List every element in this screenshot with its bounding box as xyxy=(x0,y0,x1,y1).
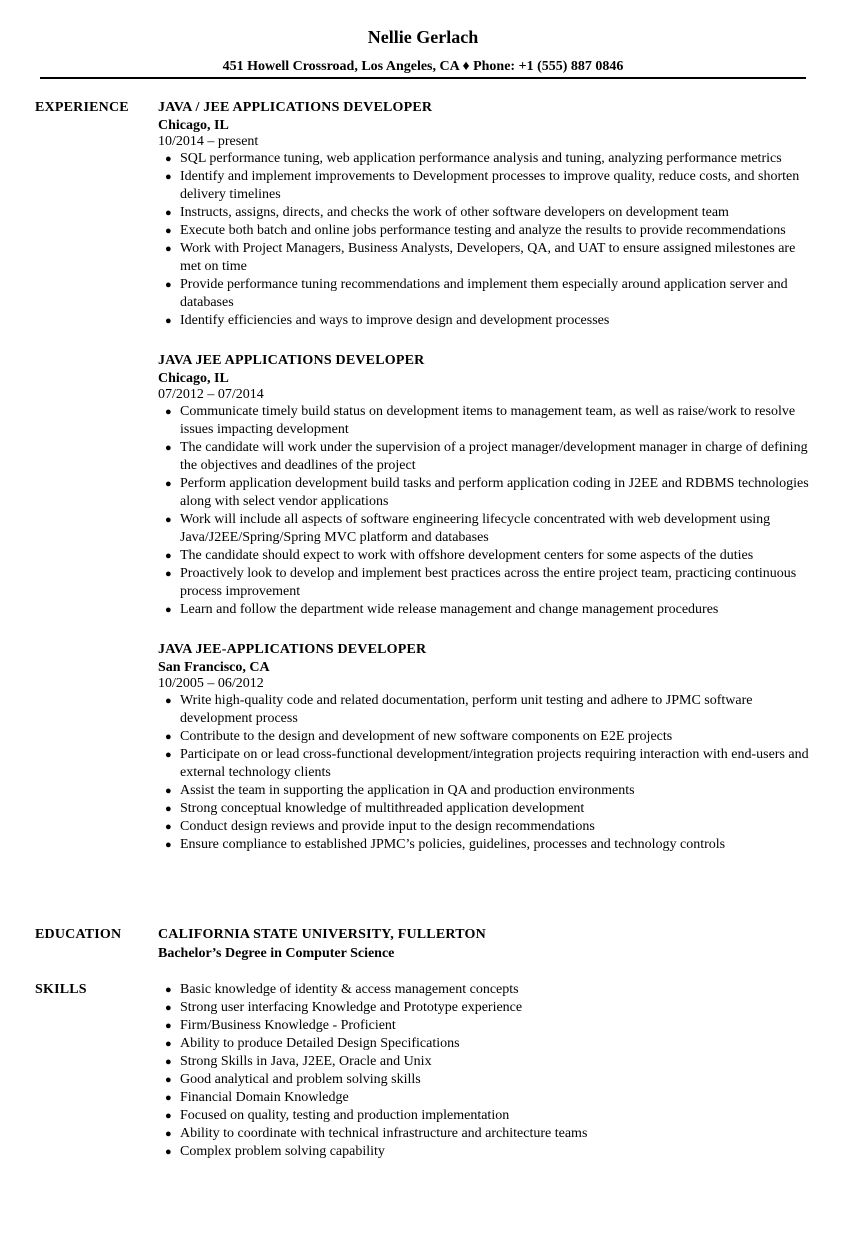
bullet-text: Participate on or lead cross-functional development/integration projects requiring interaction with end-users and external technology clients xyxy=(180,747,809,780)
bullet-icon: ● xyxy=(165,821,172,833)
skill-text: Focused on quality, testing and production implementation xyxy=(180,1108,510,1123)
bullet-icon: ● xyxy=(165,315,172,327)
section-title-experience: EXPERIENCE xyxy=(35,100,129,115)
bullet-icon: ● xyxy=(165,1038,172,1050)
bullet-icon: ● xyxy=(165,1020,172,1032)
list-item xyxy=(158,782,818,800)
list-item xyxy=(158,981,818,999)
bullet-text: Perform application development build tasks and perform application coding in J2EE and RDBMS technologies along with select vendor applications xyxy=(180,476,809,509)
bullet-icon: ● xyxy=(165,839,172,851)
skills-list xyxy=(158,981,818,1161)
list-item xyxy=(158,1143,818,1161)
bullet-text: Proactively look to develop and implement best practices across the entire project team, practicing continuous process improvement xyxy=(180,566,797,599)
bullet-icon: ● xyxy=(165,406,172,418)
list-item xyxy=(158,999,818,1017)
section-title-skills: SKILLS xyxy=(35,982,87,997)
bullet-icon: ● xyxy=(165,1092,172,1104)
skill-text: Strong Skills in Java, J2EE, Oracle and Unix xyxy=(180,1054,432,1069)
list-item xyxy=(158,511,818,547)
bullet-text: Learn and follow the department wide release management and change management procedures xyxy=(180,602,719,617)
bullet-text: The candidate should expect to work with offshore development centers for some aspects of the duties xyxy=(180,548,754,563)
bullet-icon: ● xyxy=(165,1074,172,1086)
bullet-text: Provide performance tuning recommendations and implement them especially around application server and databases xyxy=(180,277,788,310)
bullet-icon: ● xyxy=(165,604,172,616)
bullet-text: Contribute to the design and development of new software components on E2E projects xyxy=(180,729,673,744)
bullet-icon: ● xyxy=(165,243,172,255)
bullet-icon: ● xyxy=(165,803,172,815)
list-item xyxy=(158,1107,818,1125)
bullet-icon: ● xyxy=(165,1146,172,1158)
job-entry xyxy=(158,641,818,854)
candidate-name: Nellie Gerlach xyxy=(367,27,479,47)
section-title-education: EDUCATION xyxy=(35,927,122,942)
list-item xyxy=(158,1125,818,1143)
bullet-icon: ● xyxy=(165,279,172,291)
bullet-text: Work will include all aspects of software engineering lifecycle concentrated with web development using Java/J2EE/Spring/Spring MVC platform and databases xyxy=(180,512,771,545)
bullet-text: SQL performance tuning, web application performance analysis and tuning, analyzing performance metrics xyxy=(180,151,782,166)
bullet-icon: ● xyxy=(165,1056,172,1068)
bullet-icon: ● xyxy=(165,442,172,454)
list-item xyxy=(158,1089,818,1107)
bullet-icon: ● xyxy=(165,1128,172,1140)
bullet-text: Assist the team in supporting the application in QA and production environments xyxy=(180,783,635,798)
job-location: Chicago, IL xyxy=(158,371,229,386)
list-item xyxy=(158,204,818,222)
contact-line: 451 Howell Crossroad, Los Angeles, CA ♦ Phone: +1 (555) 887 0846 xyxy=(222,59,624,74)
skills-body xyxy=(158,981,818,1161)
list-item xyxy=(158,836,818,854)
skill-text: Ability to coordinate with technical infrastructure and architecture teams xyxy=(180,1126,588,1141)
bullet-text: The candidate will work under the supervision of a project manager/development manager in charge of defining the objectives and deadlines of the project xyxy=(180,440,808,473)
list-item xyxy=(158,312,818,330)
bullet-text: Conduct design reviews and provide input to the design recommendations xyxy=(180,819,595,834)
bullet-icon: ● xyxy=(165,1110,172,1122)
list-item xyxy=(158,547,818,565)
bullet-text: Identify efficiencies and ways to improve design and development processes xyxy=(180,313,610,328)
list-item xyxy=(158,1071,818,1089)
bullet-icon: ● xyxy=(165,731,172,743)
bullet-icon: ● xyxy=(165,478,172,490)
job-entry xyxy=(158,352,818,619)
list-item xyxy=(158,601,818,619)
skill-text: Strong user interfacing Knowledge and Prototype experience xyxy=(180,1000,523,1015)
job-title: JAVA / JEE APPLICATIONS DEVELOPER xyxy=(158,100,433,115)
bullet-icon: ● xyxy=(165,171,172,183)
bullet-icon: ● xyxy=(165,695,172,707)
bullet-icon: ● xyxy=(165,225,172,237)
bullet-text: Strong conceptual knowledge of multithreaded application development xyxy=(180,801,585,816)
skill-text: Financial Domain Knowledge xyxy=(180,1090,349,1105)
job-dates: 10/2005 – 06/2012 xyxy=(158,676,264,691)
job-bullets xyxy=(158,150,818,330)
bullet-icon: ● xyxy=(165,207,172,219)
job-location: Chicago, IL xyxy=(158,118,229,133)
bullet-text: Ensure compliance to established JPMC’s policies, guidelines, processes and technology controls xyxy=(180,837,726,852)
education-body xyxy=(158,926,818,964)
header-divider xyxy=(40,77,806,79)
job-title: JAVA JEE APPLICATIONS DEVELOPER xyxy=(158,353,425,368)
bullet-text: Instructs, assigns, directs, and checks the work of other software developers on development team xyxy=(180,205,729,220)
job-dates: 10/2014 – present xyxy=(158,134,259,149)
list-item xyxy=(158,692,818,728)
list-item xyxy=(158,1017,818,1035)
job-entry xyxy=(158,99,818,330)
bullet-icon: ● xyxy=(165,749,172,761)
list-item xyxy=(158,240,818,276)
list-item xyxy=(158,800,818,818)
list-item xyxy=(158,746,818,782)
bullet-text: Write high-quality code and related documentation, perform unit testing and adhere to JPMC software development process xyxy=(180,693,753,726)
list-item xyxy=(158,728,818,746)
list-item xyxy=(158,439,818,475)
bullet-icon: ● xyxy=(165,550,172,562)
job-location: San Francisco, CA xyxy=(158,660,270,675)
list-item xyxy=(158,150,818,168)
list-item xyxy=(158,818,818,836)
bullet-text: Execute both batch and online jobs performance testing and analyze the results to provide recommendations xyxy=(180,223,786,238)
bullet-text: Work with Project Managers, Business Analysts, Developers, QA, and UAT to ensure assigned milestones are met on time xyxy=(180,241,796,274)
degree-name: Bachelor’s Degree in Computer Science xyxy=(158,946,395,961)
bullet-icon: ● xyxy=(165,785,172,797)
list-item xyxy=(158,475,818,511)
list-item xyxy=(158,168,818,204)
school-name: CALIFORNIA STATE UNIVERSITY, FULLERTON xyxy=(158,927,486,942)
bullet-icon: ● xyxy=(165,514,172,526)
experience-list xyxy=(158,99,818,876)
list-item xyxy=(158,1035,818,1053)
bullet-icon: ● xyxy=(165,153,172,165)
job-dates: 07/2012 – 07/2014 xyxy=(158,387,264,402)
bullet-text: Communicate timely build status on development items to management team, as well as raise/work to resolve issues impacting development xyxy=(180,404,796,437)
skill-text: Good analytical and problem solving skills xyxy=(180,1072,421,1087)
job-bullets xyxy=(158,403,818,619)
bullet-icon: ● xyxy=(165,984,172,996)
bullet-text: Identify and implement improvements to Development processes to improve quality, reduce costs, and shorten delivery timelines xyxy=(180,169,800,202)
skill-text: Complex problem solving capability xyxy=(180,1144,385,1159)
skill-text: Firm/Business Knowledge - Proficient xyxy=(180,1018,396,1033)
list-item xyxy=(158,276,818,312)
skill-text: Basic knowledge of identity & access management concepts xyxy=(180,982,519,997)
job-bullets xyxy=(158,692,818,854)
bullet-icon: ● xyxy=(165,568,172,580)
bullet-icon: ● xyxy=(165,1002,172,1014)
job-title: JAVA JEE-APPLICATIONS DEVELOPER xyxy=(158,642,427,657)
list-item xyxy=(158,403,818,439)
list-item xyxy=(158,1053,818,1071)
skill-text: Ability to produce Detailed Design Specifications xyxy=(180,1036,460,1051)
list-item xyxy=(158,222,818,240)
list-item xyxy=(158,565,818,601)
